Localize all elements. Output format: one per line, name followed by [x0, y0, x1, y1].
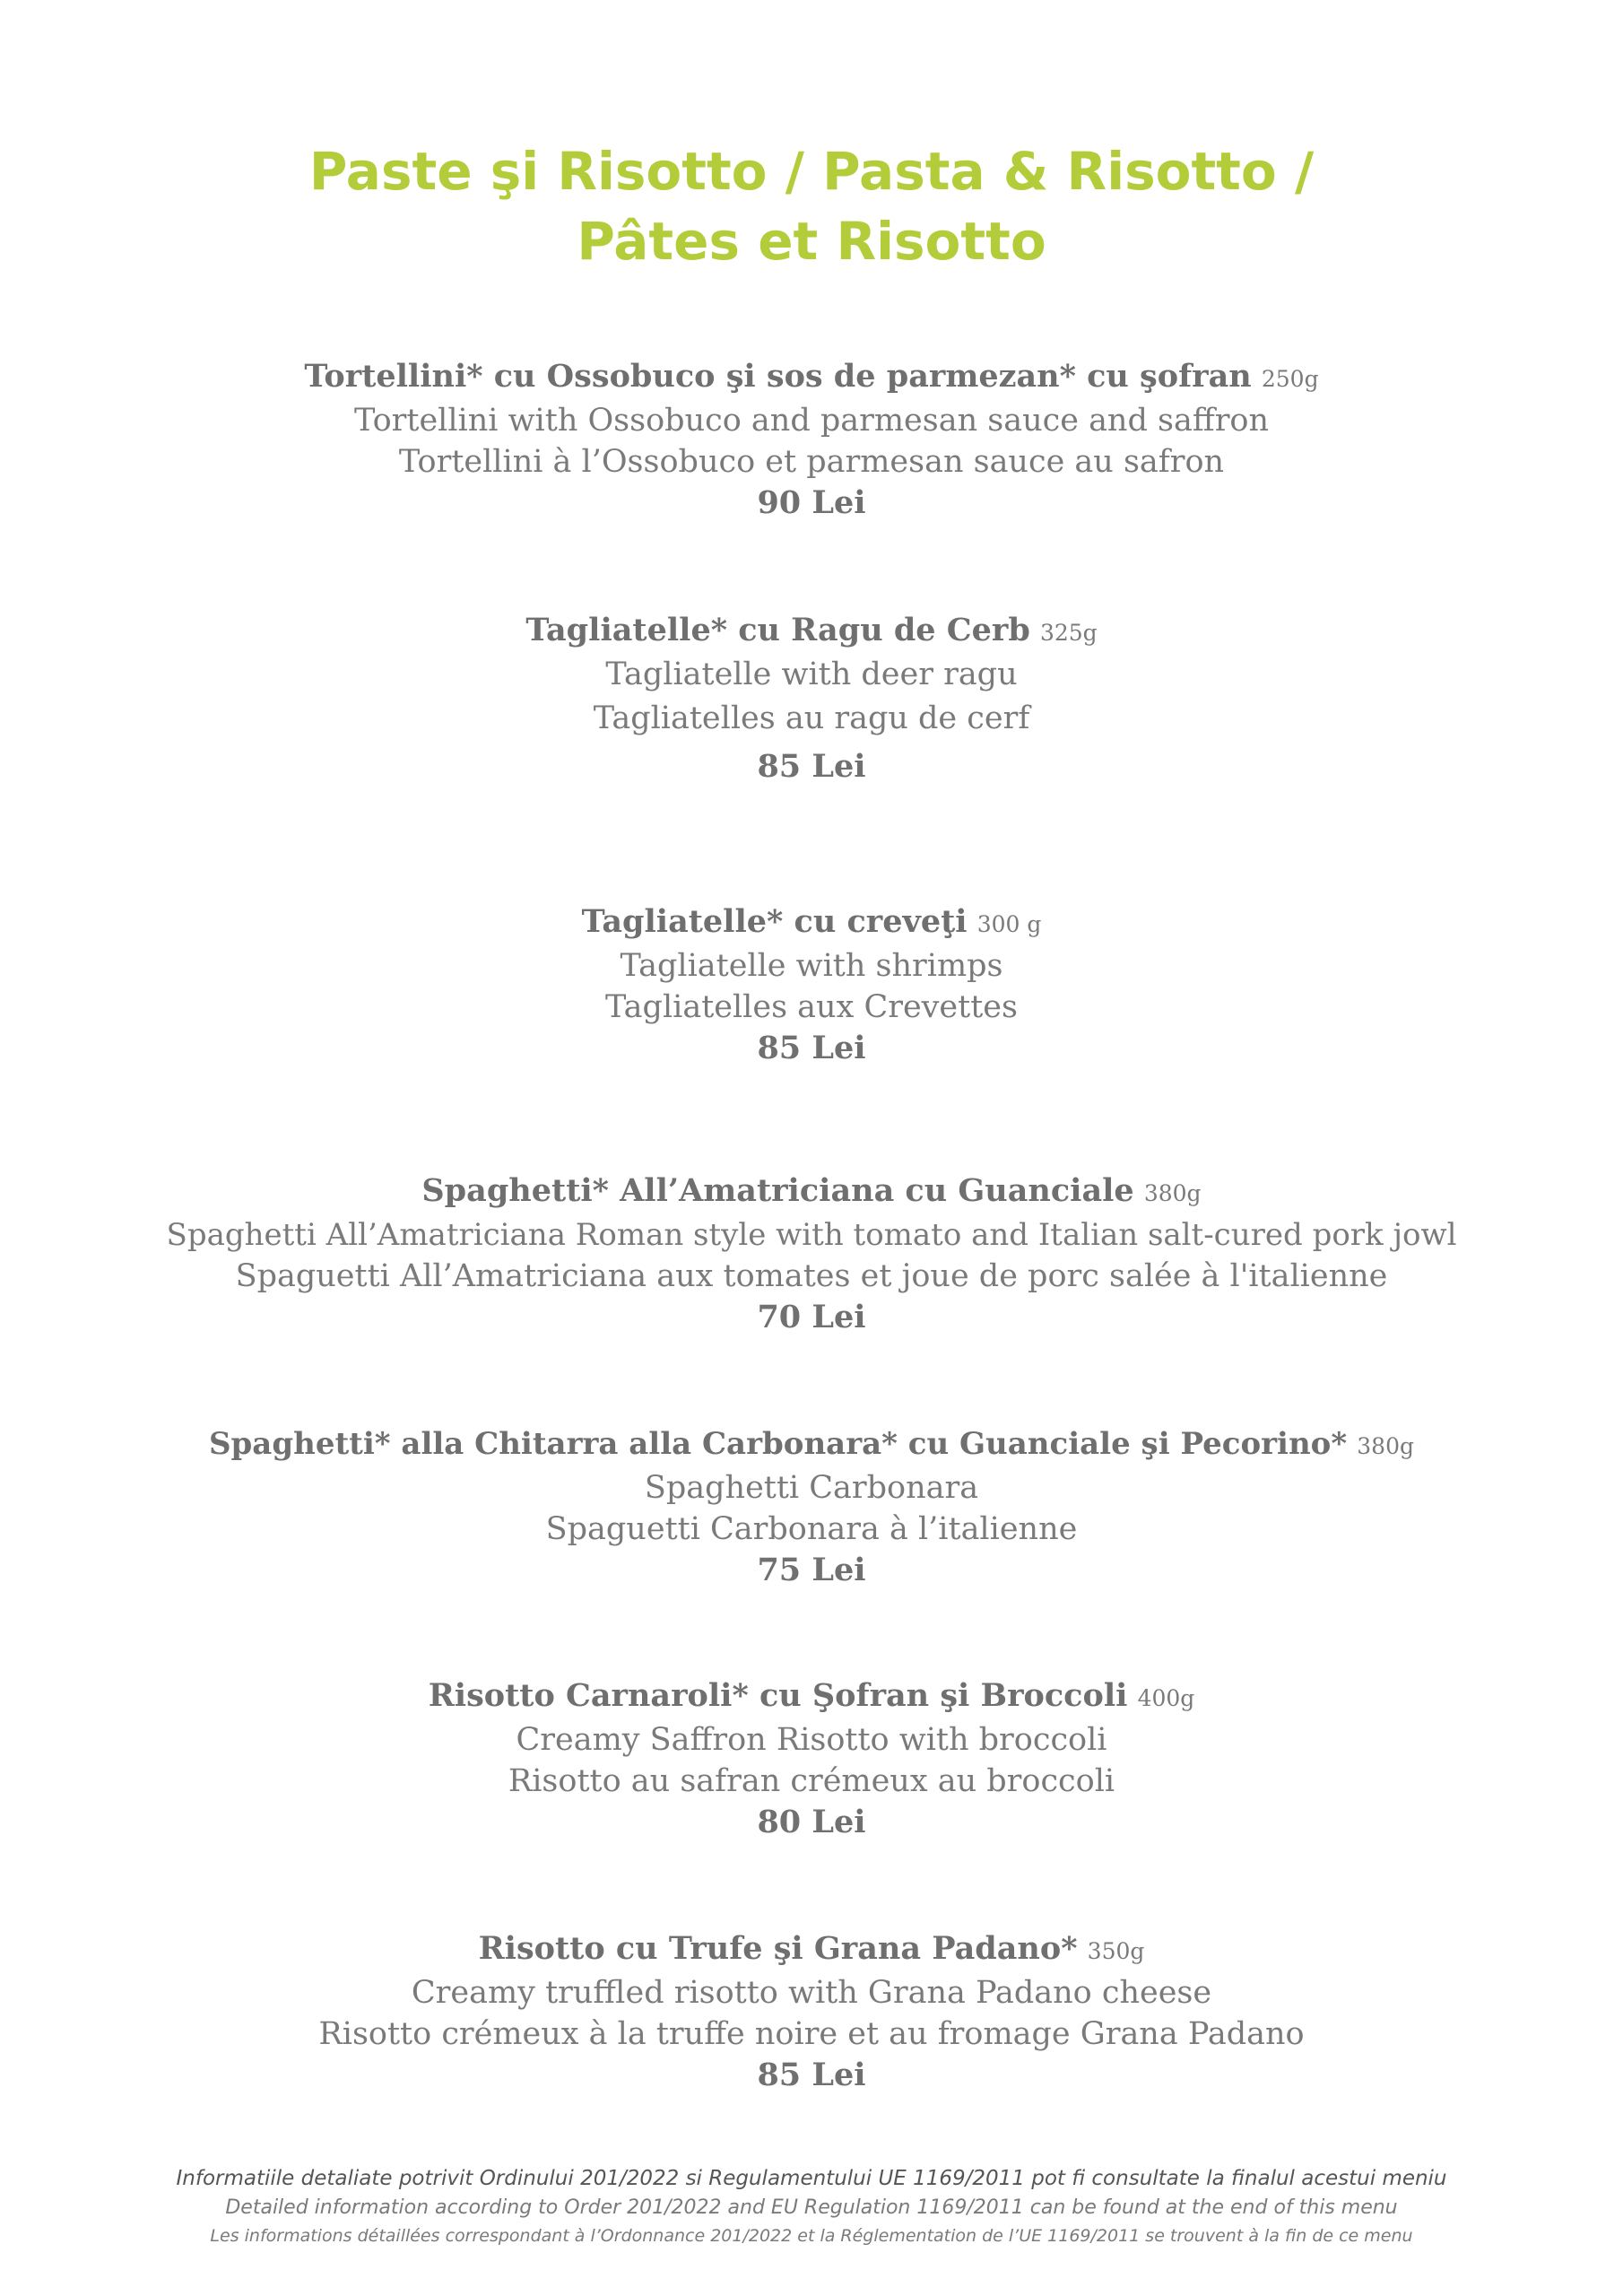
menu-item-desc-en: Tagliatelle with shrimps [620, 948, 1003, 984]
menu-item-desc-en: Tortellini with Ossobuco and parmesan sauce and saffron [353, 403, 1270, 439]
menu-item-desc-fr: Spaguetti Carbonara à l’italienne [545, 1511, 1078, 1547]
menu-title-line-1: Paste şi Risotto / Pasta & Risotto / [308, 141, 1315, 202]
menu-item-name: Spaghetti* All’Amatriciana cu Guanciale [421, 1172, 1134, 1209]
menu-item-desc-fr: Tortellini à l’Ossobuco et parmesan sauce au safron [398, 444, 1225, 480]
menu-item-price: 85 Lei [757, 1030, 866, 1066]
menu-item-name-line [0, 901, 1623, 945]
menu-item-desc-en: Creamy Saffron Risotto with broccoli [516, 1722, 1107, 1758]
menu-item-name: Tagliatelle* cu creveţi [581, 903, 968, 940]
menu-item-desc-fr: Tagliatelles aux Crevettes [605, 989, 1018, 1025]
menu-item-desc-fr: Spaguetti All’Amatriciana aux tomates et joue de porc salée à l'italienne [235, 1258, 1388, 1294]
menu-item-name: Risotto Carnaroli* cu Şofran şi Broccoli [428, 1677, 1128, 1714]
menu-item-name: Tagliatelle* cu Ragu de Cerb [525, 612, 1030, 648]
menu-item-desc-en: Spaghetti All’Amatriciana Roman style with tomato and Italian salt-cured pork jowl [166, 1217, 1457, 1253]
menu-item-risotto-sofran [0, 1675, 1623, 1843]
menu-item-tagliatelle-creveti [0, 901, 1623, 1069]
menu-item-name-line [0, 1170, 1623, 1214]
menu-item-name: Spaghetti* alla Chitarra alla Carbonara* cu Guanciale şi Pecorino* [208, 1426, 1348, 1462]
menu-item-weight: 380g [1357, 1433, 1414, 1459]
menu-item-carbonara [0, 1423, 1623, 1591]
menu-item-weight: 380g [1143, 1180, 1202, 1206]
menu-item-price: 70 Lei [757, 1299, 866, 1335]
menu-item-desc-fr: Risotto crémeux à la truffe noire et au fromage Grana Padano [318, 2016, 1305, 2052]
menu-item-desc-en: Creamy truffled risotto with Grana Padano cheese [411, 1975, 1212, 2011]
menu-item-name-line [0, 356, 1623, 400]
menu-item-price: 85 Lei [757, 2057, 866, 2093]
menu-item-name-line [0, 1423, 1623, 1467]
regulation-footer [0, 2163, 1623, 2249]
footer-note-fr: Les informations détaillées correspondant à l’Ordonnance 201/2022 et la Réglementation de l’UE 1169/2011 se trouvent à la fin de ce menu [210, 2226, 1413, 2246]
menu-item-desc-fr: Tagliatelles au ragu de cerf [593, 700, 1030, 736]
menu-item-price: 90 Lei [757, 484, 866, 521]
menu-item-price: 80 Lei [757, 1804, 866, 1840]
menu-item-weight: 325g [1039, 620, 1098, 646]
menu-item-risotto-trufe [0, 1928, 1623, 2096]
menu-item-desc-en: Tagliatelle with deer ragu [605, 657, 1018, 692]
menu-item-price: 85 Lei [757, 748, 866, 785]
menu-item-tagliatelle-cerb [0, 610, 1623, 790]
menu-item-name-line [0, 1675, 1623, 1719]
menu-item-name-line [0, 1928, 1623, 1972]
menu-item-weight: 350g [1087, 1938, 1145, 1964]
menu-item-weight: 250g [1261, 366, 1319, 392]
menu-item-weight: 300 g [976, 911, 1042, 937]
menu-title [0, 136, 1623, 276]
menu-item-name: Risotto cu Trufe şi Grana Padano* [478, 1930, 1078, 1967]
footer-note-ro: Informatiile detaliate potrivit Ordinului 201/2022 si Regulamentului UE 1169/2011 pot fi consultate la finalul acestui meniu [176, 2167, 1447, 2190]
menu-item-price: 75 Lei [757, 1552, 866, 1588]
menu-item-desc-fr: Risotto au safran crémeux au broccoli [508, 1763, 1115, 1799]
menu-item-weight: 400g [1137, 1685, 1195, 1711]
menu-title-line-2: Pâtes et Risotto [577, 211, 1046, 272]
menu-item-desc-en: Spaghetti Carbonara [644, 1470, 979, 1506]
menu-item-amatriciana [0, 1170, 1623, 1338]
menu-item-name: Tortellini* cu Ossobuco şi sos de parmezan* cu şofran [304, 358, 1252, 395]
footer-note-en: Detailed information according to Order 201/2022 and EU Regulation 1169/2011 can be found at the end of this menu [225, 2196, 1398, 2219]
menu-item-name-line [0, 610, 1623, 654]
menu-item-tortellini [0, 356, 1623, 524]
